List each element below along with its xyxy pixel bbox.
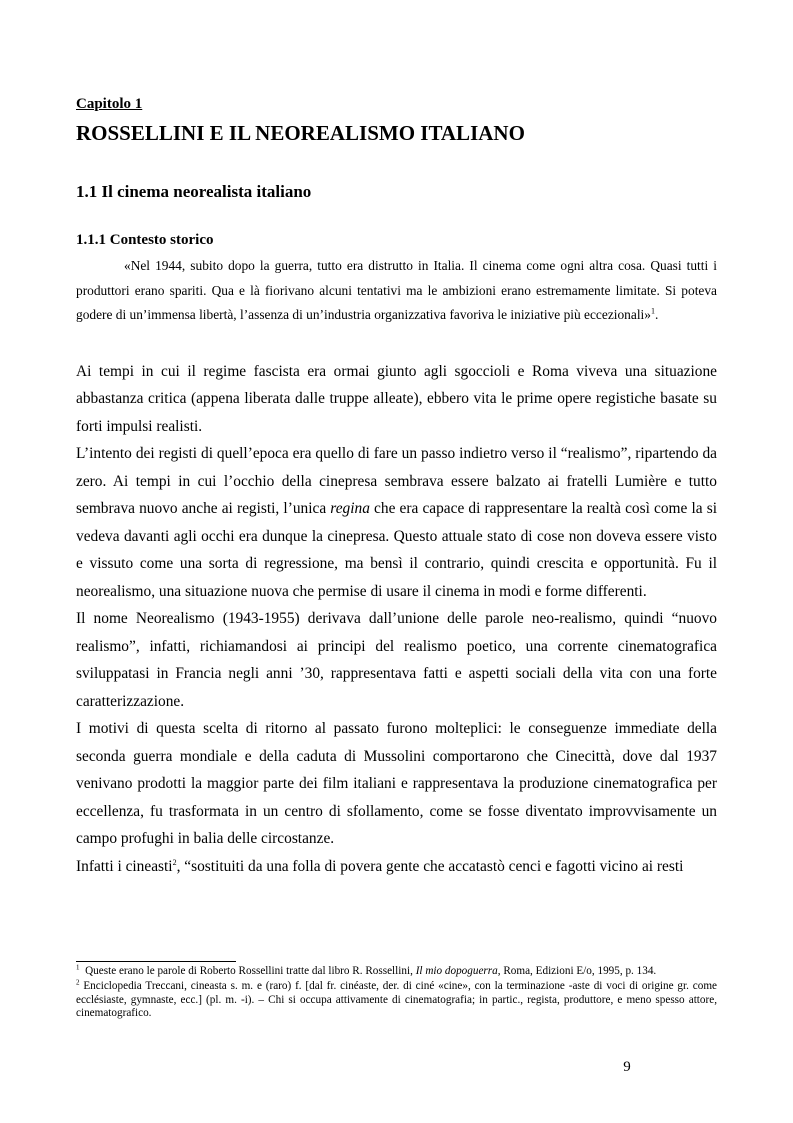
page-number: 9 — [623, 1059, 631, 1075]
paragraph-2-start: L’intento dei registi di quell’epoca era quello di fare un passo indietro verso il “realismo”, ripartendo da zero. Ai tempi in cui l’occhio della cinepresa sembrava essere balzato ai fratelli Lumière e tutto sembrava nuovo anche ai registi, l’unica — [76, 445, 717, 517]
paragraph-2-end: che era capace di rappresentare la realtà così come la si vedeva davanti agli occhi era dunque la cinepresa. Questo attuale stato di cose non doveva essere visto e vissuto come una sorta di regressione, ma bensì il contrario, quindi crescita e opportunità. Fu il neorealismo, una situazione nuova che permise di usare il cinema in modi e forme differenti. — [76, 500, 717, 600]
paragraph-2 — [76, 440, 717, 605]
paragraph-2-emphasis: regina — [330, 500, 370, 517]
main-content — [76, 95, 717, 880]
paragraph-3: Il nome Neorealismo (1943-1955) derivava dall’unione delle parole neo-realismo, quindi “nuovo realismo”, infatti, richiamandosi ai principi del realismo poetico, una corrente cinematografica sviluppatasi in Francia negli anni ’30, rappresentava fatti e aspetti sociali della vita con una forte caratterizzazione. — [76, 610, 717, 710]
opening-quote — [76, 254, 717, 328]
footnote-divider — [76, 961, 236, 962]
body-text — [76, 358, 717, 881]
footnote-1-emphasis: Il mio dopoguerra — [415, 965, 498, 977]
quote-end: . — [654, 307, 659, 322]
paragraph-4: I motivi di questa scelta di ritorno al passato furono molteplici: le conseguenze immediate della seconda guerra mondiale e della caduta di Mussolini comportarono che Cinecittà, dove dal 1937 venivano prodotti la maggior parte dei film italiani e rappresentava la produzione cinematografica per eccellenza, fu trasformata in un centro di sfollamento, come se fosse diventato improvvisamente un campo profughi in balia delle circostanze. — [76, 720, 717, 847]
footnote-2-number: 2 — [76, 978, 80, 987]
section-title: 1.1 Il cinema neorealista italiano — [76, 182, 312, 201]
paragraph-5 — [76, 853, 717, 881]
footnotes — [76, 965, 717, 1022]
subsection-title: 1.1.1 Contesto storico — [76, 232, 214, 248]
chapter-label: Capitolo 1 — [76, 96, 143, 112]
paragraph-5-start: Infatti i cineasti — [76, 857, 173, 875]
footnote-2 — [76, 980, 717, 1021]
footnote-1-end: , Roma, Edizioni E/o, 1995, p. 134. — [497, 965, 657, 977]
footnote-ref-2[interactable]: 2 — [172, 857, 177, 867]
chapter-title: ROSSELLINI E IL NEOREALISMO ITALIANO — [76, 121, 525, 145]
footnote-ref-1[interactable]: 1 — [650, 306, 655, 316]
quote-text: «Nel 1944, subito dopo la guerra, tutto era distrutto in Italia. Il cinema come ogni altra cosa. Quasi tutti i produttori erano spariti. Qua e là fiorivano alcuni tentativi ma le ambizioni erano estremamente limitate. Si poteva godere di un’immensa libertà, l’assenza di un’industria organizzativa favoriva le iniziative più eccezionali» — [76, 258, 717, 322]
paragraph-1: Ai tempi in cui il regime fascista era ormai giunto agli sgoccioli e Roma viveva una situazione abbastanza critica (appena liberata dalle truppe alleate), ebbero vita le prime opere registiche basate su forti impulsi realisti. — [76, 362, 717, 435]
paragraph-5-end: , “sostituiti da una folla di povera gente che accatastò cenci e fagotti vicino ai resti — [176, 857, 684, 875]
footnote-1-number: 1 — [76, 963, 80, 972]
footnote-1-start: Queste erano le parole di Roberto Rossellini tratte dal libro R. Rossellini, — [85, 965, 416, 977]
footnote-1 — [76, 965, 717, 979]
footnote-2-text: Enciclopedia Treccani, cineasta s. m. e (raro) f. [dal fr. cinéaste, der. di ciné «cine», con la terminazione -aste di voci di origine gr. come ecclésiaste, gymnaste, ecc.] (pl. m. -i). – Chi si occupa attivamente di cinematografia; in partic., regista, produttore, e meno spesso attore, cinematografico. — [76, 979, 717, 1020]
